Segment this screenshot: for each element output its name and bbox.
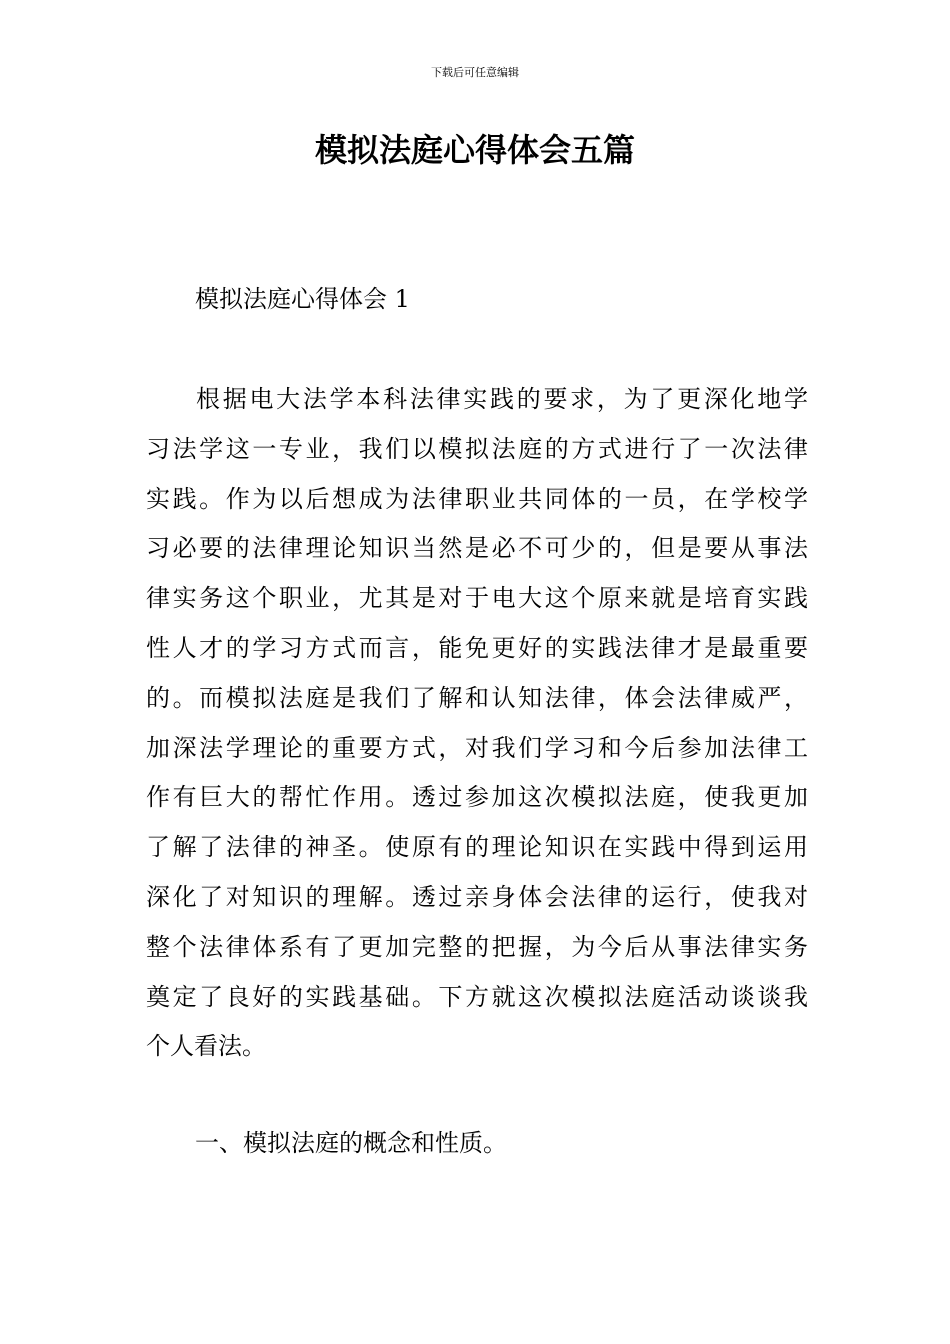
paragraph-line: 深化了对知识的理解。透过亲身体会法律的运行，使我对 (146, 882, 808, 911)
header-note: 下载后可任意编辑 (431, 66, 519, 79)
paragraph-line: 律实务这个职业，尤其是对于电大这个原来就是培育实践 (146, 584, 808, 613)
paragraph-line: 整个法律体系有了更加完整的把握，为今后从事法律实务 (146, 932, 808, 961)
document-title: 模拟法庭心得体会五篇 (314, 131, 635, 169)
paragraph-line: 性人才的学习方式而言，能免更好的实践法律才是最重要 (146, 633, 808, 662)
section-heading: 模拟法庭心得体会 1 (195, 285, 410, 313)
paragraph-line: 的。而模拟法庭是我们了解和认知法律，体会法律威严， (146, 683, 808, 712)
paragraph-line: 习必要的法律理论知识当然是必不可少的，但是要从事法 (146, 534, 808, 563)
paragraph-line: 习法学这一专业，我们以模拟法庭的方式进行了一次法律 (146, 434, 808, 463)
paragraph-line: 个人看法。 (146, 1032, 266, 1061)
paragraph-line: 了解了法律的神圣。使原有的理论知识在实践中得到运用 (146, 833, 808, 862)
body-paragraph (146, 375, 808, 1072)
subheading: 一、模拟法庭的概念和性质。 (195, 1129, 507, 1157)
paragraph-line: 根据电大法学本科法律实践的要求，为了更深化地学 (196, 385, 808, 413)
paragraph-line: 作有巨大的帮忙作用。透过参加这次模拟法庭，使我更加 (146, 783, 808, 812)
paragraph-line: 奠定了良好的实践基础。下方就这次模拟法庭活动谈谈我 (146, 982, 808, 1011)
paragraph-line: 加深法学理论的重要方式，对我们学习和今后参加法律工 (146, 733, 808, 762)
paragraph-line: 实践。作为以后想成为法律职业共同体的一员，在学校学 (146, 484, 808, 513)
